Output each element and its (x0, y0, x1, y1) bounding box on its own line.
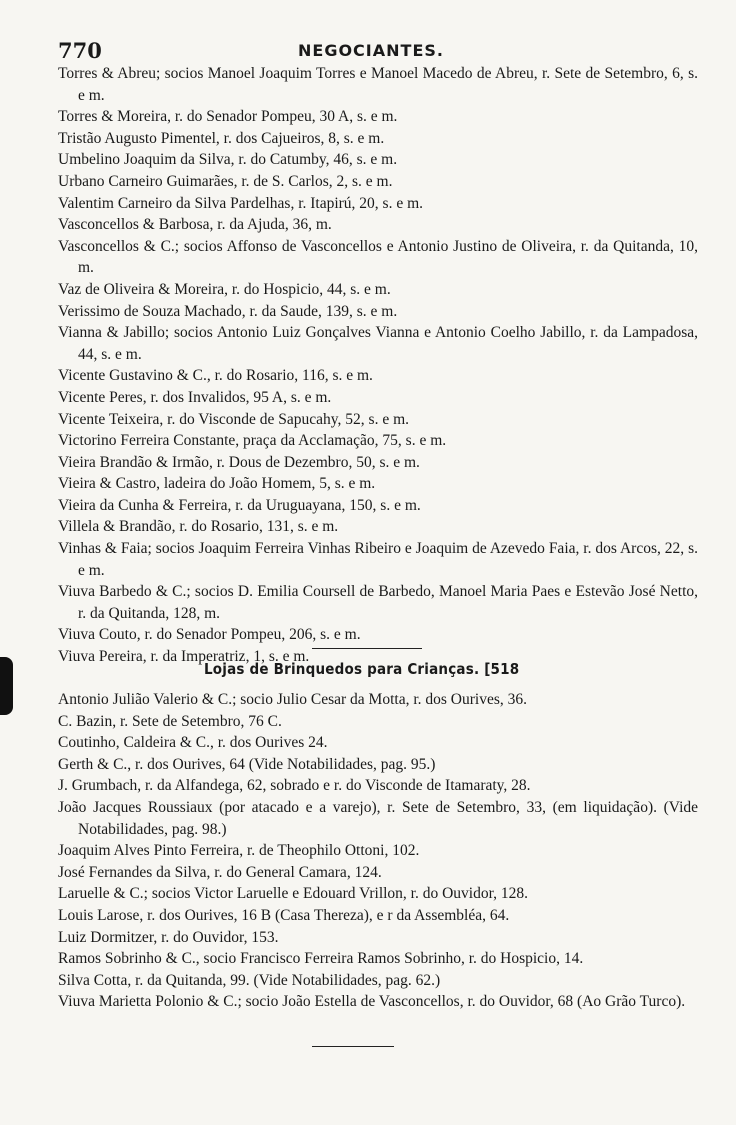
list-item: Vicente Peres, r. dos Invalidos, 95 A, s. e m. (58, 388, 332, 406)
section-title-text: Lojas de Brinquedos para Crianças. (204, 660, 480, 678)
end-divider (312, 1046, 394, 1047)
ink-mark (0, 657, 13, 715)
list-item: Joaquim Alves Pinto Ferreira, r. de Theophilo Ottoni, 102. (58, 842, 420, 860)
list-item: Vasconcellos & C.; socios Affonso de Vasconcellos e Antonio Justino de Oliveira, r. da Quitanda, 10, m. (58, 237, 698, 277)
list-item: Viuva Pereira, r. da Imperatriz, 1, s. e m. (58, 648, 310, 666)
list-item: J. Grumbach, r. da Alfandega, 62, sobrado e r. do Visconde de Itamaraty, 28. (58, 777, 531, 795)
list-item: Silva Cotta, r. da Quitanda, 99. (Vide Notabilidades, pag. 62.) (58, 971, 441, 989)
list-item: Ramos Sobrinho & C., socio Francisco Ferreira Ramos Sobrinho, r. do Hospicio, 14. (58, 950, 584, 968)
list-item: Viuva Marietta Polonio & C.; socio João Estella de Vasconcellos, r. do Ouvidor, 68 (Ao Grão Turco). (58, 993, 686, 1011)
list-item: Vicente Teixeira, r. do Visconde de Sapucahy, 52, s. e m. (58, 410, 410, 428)
list-item: Vaz de Oliveira & Moreira, r. do Hospicio, 44, s. e m. (58, 280, 391, 298)
page-header (58, 38, 698, 62)
list-item: Antonio Julião Valerio & C.; socio Julio Cesar da Motta, r. dos Ourives, 36. (58, 691, 527, 708)
list-item: Verissimo de Souza Machado, r. da Saude, 139, s. e m. (58, 302, 398, 320)
list-item: João Jacques Roussiaux (por atacado e a varejo), r. Sete de Setembro, 33, (em liquidação). (Vide Notabilidades, pag. 98.) (58, 798, 698, 838)
section-title (204, 660, 519, 678)
list-item: Valentim Carneiro da Silva Pardelhas, r. Itapirú, 20, s. e m. (58, 194, 424, 212)
list-item: Viuva Barbedo & C.; socios D. Emilia Coursell de Barbedo, Manoel Maria Paes e Estevão José Netto, r. da Quitanda, 128, m. (58, 583, 698, 622)
list-item: Torres & Moreira, r. do Senador Pompeu, 30 A, s. e m. (58, 108, 398, 126)
list-item: Laruelle & C.; socios Victor Laruelle e Edouard Vrillon, r. do Ouvidor, 128. (58, 885, 529, 903)
list-item: Victorino Ferreira Constante, praça da Acclamação, 75, s. e m. (58, 432, 447, 450)
list-item: C. Bazin, r. Sete de Setembro, 76 C. (58, 712, 282, 730)
list-item: José Fernandes da Silva, r. do General Camara, 124. (58, 863, 382, 881)
list-item: Vinhas & Faia; socios Joaquim Ferreira Vinhas Ribeiro e Joaquim de Azevedo Faia, r. dos Arcos, 22, s. e m. (58, 540, 698, 579)
list-item: Coutinho, Caldeira & C., r. dos Ourives 24. (58, 734, 328, 752)
list-item: Vianna & Jabillo; socios Antonio Luiz Gonçalves Vianna e Antonio Coelho Jabillo, r. da Lampadosa, 44, s. e m. (58, 324, 698, 363)
section-divider (312, 648, 422, 649)
toy-shop-list (58, 689, 698, 1013)
list-item: Vieira da Cunha & Ferreira, r. da Uruguayana, 150, s. e m. (58, 496, 421, 514)
list-item: Torres & Abreu; socios Manoel Joaquim Torres e Manoel Macedo de Abreu, r. Sete de Setembro, 6, s. e m. (58, 65, 698, 104)
list-item: Gerth & C., r. dos Ourives, 64 (Vide Notabilidades, pag. 95.) (58, 755, 436, 773)
list-item: Vieira Brandão & Irmão, r. Dous de Dezembro, 50, s. e m. (58, 453, 420, 471)
section-number: [518 (484, 660, 520, 678)
list-item: Villela & Brandão, r. do Rosario, 131, s. e m. (58, 518, 339, 536)
list-item: Tristão Augusto Pimentel, r. dos Cajueiros, 8, s. e m. (58, 129, 385, 147)
list-item: Urbano Carneiro Guimarães, r. de S. Carlos, 2, s. e m. (58, 172, 393, 190)
list-item: Vieira & Castro, ladeira do João Homem, 5, s. e m. (58, 475, 376, 493)
list-item: Vicente Gustavino & C., r. do Rosario, 116, s. e m. (58, 367, 373, 385)
list-item: Umbelino Joaquim da Silva, r. do Catumby, 46, s. e m. (58, 151, 398, 169)
list-item: Viuva Couto, r. do Senador Pompeu, 206, s. e m. (58, 626, 361, 644)
running-head: NEGOCIANTES. (298, 41, 444, 60)
list-item: Vasconcellos & Barbosa, r. da Ajuda, 36, m. (58, 216, 332, 234)
list-item: Louis Larose, r. dos Ourives, 16 B (Casa Thereza), e r da Assembléa, 64. (58, 906, 510, 924)
page-number: 770 (58, 38, 102, 63)
list-item: Luiz Dormitzer, r. do Ouvidor, 153. (58, 928, 279, 946)
merchant-list (58, 63, 698, 668)
